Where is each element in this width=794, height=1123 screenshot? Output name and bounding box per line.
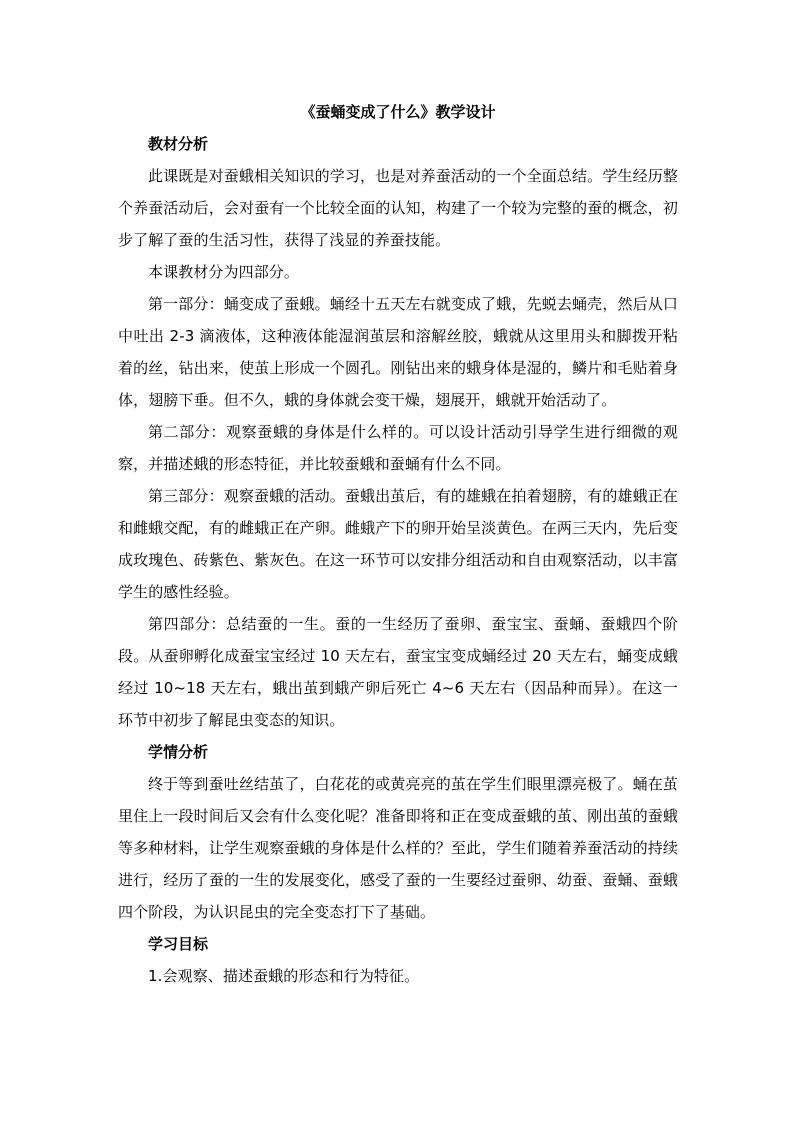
document-content (118, 96, 678, 992)
section-heading-learning-goals: 学习目标 (148, 935, 209, 953)
paragraph: 1.会观察、描述蚕蛾的形态和行为特征。 (148, 967, 420, 985)
document-title: 《蚕蛹变成了什么》教学设计 (300, 103, 496, 121)
paragraph: 第三部分：观察蚕蛾的活动。蚕蛾出茧后，有的雄蛾在拍着翅膀，有的雄蛾正在和雌蛾交配，有的雌蛾正在产卵。雌蛾产下的卵开始呈淡黄色。在两三天内，先后变成玫瑰色、砖紫色、紫灰色。在这一环节可以安排分组活动和自由观察活动，以丰富学生的感性经验。 (118, 487, 678, 601)
paragraph: 此课既是对蚕蛾相关知识的学习，也是对养蚕活动的一个全面总结。学生经历整个养蚕活动后，会对蚕有一个比较全面的认知，构建了一个较为完整的蚕的概念，初步了解了蚕的生活习性，获得了浅显的养蚕技能。 (118, 167, 678, 249)
paragraph: 第二部分：观察蚕蛾的身体是什么样的。可以设计活动引导学生进行细微的观察，并描述蛾的形态特征，并比较蚕蛾和蚕蛹有什么不同。 (118, 423, 678, 473)
paragraph: 第一部分：蛹变成了蚕蛾。蛹经十五天左右就变成了蛾，先蜕去蛹壳，然后从口中吐出 2-3 滴液体，这种液体能湿润茧层和溶解丝胶，蛾就从这里用头和脚拨开粘着的丝，钻出来，使茧上形成一个圆孔。刚钻出来的蛾身体是湿的，鳞片和毛贴着身体，翅膀下垂。但不久，蛾的身体就会变干燥，翅展开，蛾就开始活动了。 (118, 295, 678, 409)
paragraph: 本课教材分为四部分。 (148, 263, 300, 281)
section-heading-learner-analysis: 学情分析 (148, 743, 209, 761)
paragraph: 第四部分：总结蚕的一生。蚕的一生经历了蚕卵、蚕宝宝、蚕蛹、蚕蛾四个阶段。从蚕卵孵化成蚕宝宝经过 10 天左右，蚕宝宝变成蛹经过 20 天左右，蛹变成蛾经过 10~18 天左右，蛾出茧到蛾产卵后死亡 4~6 天左右（因品种而异）。在这一环节中初步了解昆虫变态的知识。 (118, 615, 678, 729)
paragraph: 终于等到蚕吐丝结茧了，白花花的或黄亮亮的茧在学生们眼里漂亮极了。蛹在茧里住上一段时间后又会有什么变化呢？准备即将和正在变成蚕蛾的茧、刚出茧的蚕蛾等多种材料，让学生观察蚕蛾的身体是什么样的？至此，学生们随着养蚕活动的持续进行，经历了蚕的一生的发展变化，感受了蚕的一生要经过蚕卵、幼蚕、蚕蛹、蚕蛾四个阶段，为认识昆虫的完全变态打下了基础。 (118, 775, 678, 921)
section-heading-textbook-analysis: 教材分析 (148, 135, 209, 153)
